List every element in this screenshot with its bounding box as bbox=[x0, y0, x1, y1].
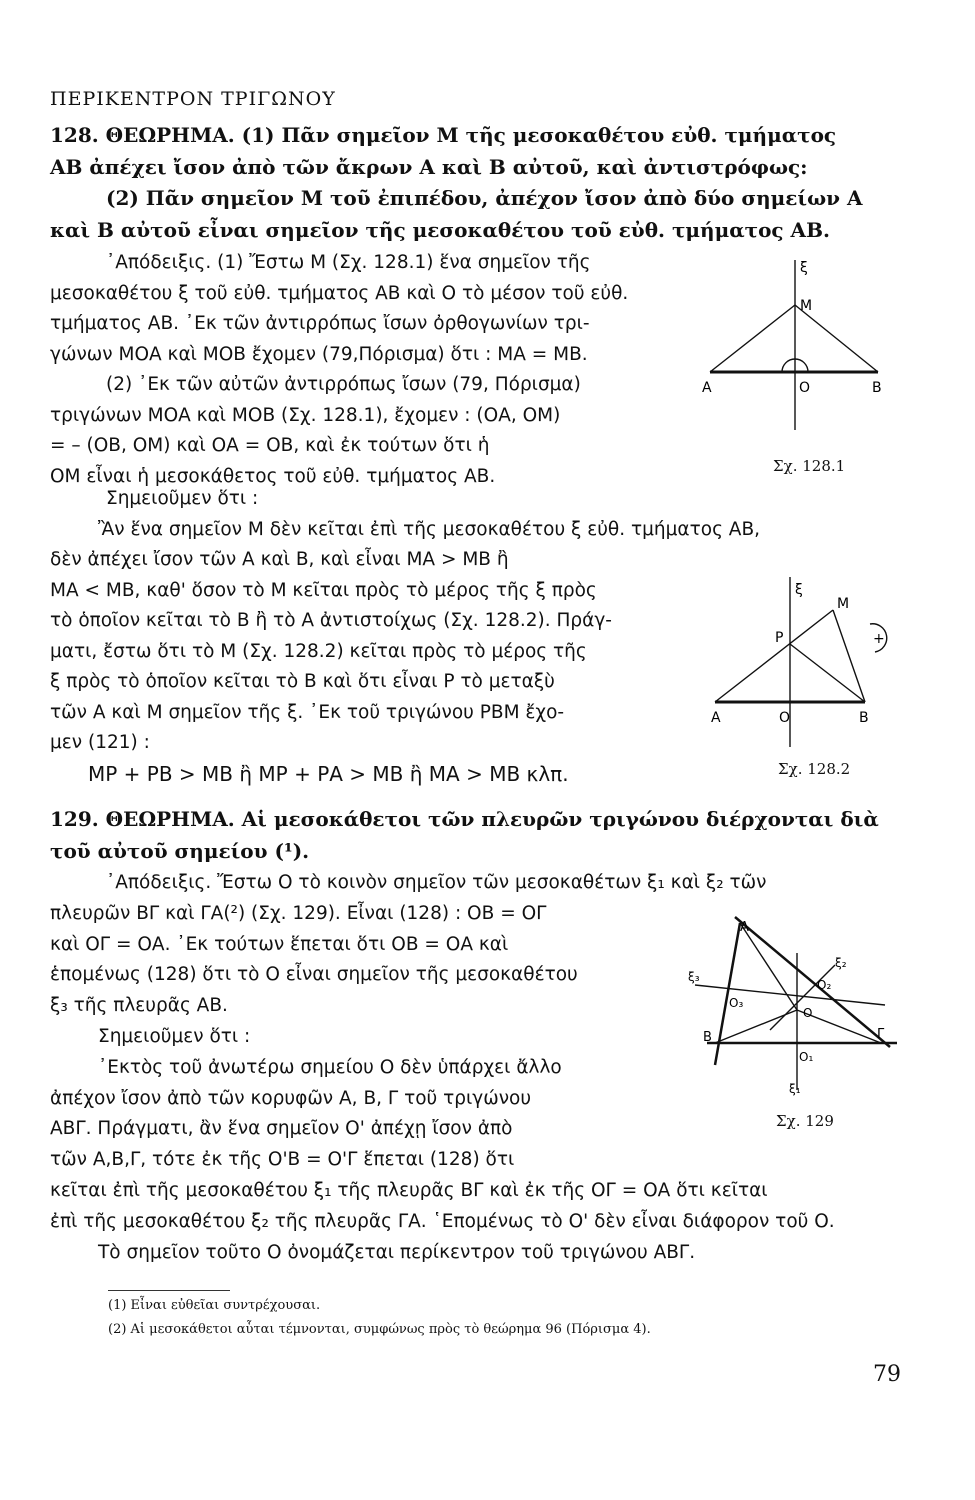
theorem-129 bbox=[50, 804, 879, 867]
proof-line: τῶν Α,Β,Γ, τότε ἐκ τῆς Ο'Β = Ο'Γ ἕπεται (128) ὅτι bbox=[50, 1149, 515, 1171]
note-line: τῶν Α καὶ Μ σημεῖον τῆς ξ. ᾿Εκ τοῦ τριγώνου ΡΒΜ ἔχο- bbox=[50, 701, 565, 723]
label-b: Β bbox=[859, 710, 869, 726]
proof-line: ξ₃ τῆς πλευρᾶς ΑΒ. bbox=[50, 995, 228, 1017]
label-plus: + bbox=[873, 631, 885, 647]
proof-line: ΟΜ εἶναι ἡ μεσοκάθετος τοῦ εὐθ. τμήματος ΑΒ. bbox=[50, 465, 496, 487]
theorem-line: ΑΒ ἀπέχει ἴσον ἀπὸ τῶν ἄκρων Α καὶ Β αὐτοῦ, καὶ ἀντιστρόφως: bbox=[50, 154, 808, 179]
proof-line: = – (ΟΒ, ΟΜ) καὶ ΟΑ = ΟΒ, καὶ ἐκ τούτων ὅτι ἡ bbox=[50, 435, 490, 456]
figure-128-1 bbox=[700, 250, 900, 480]
label-a: Α bbox=[702, 380, 712, 396]
proof-line: Σημειοῦμεν ὅτι : bbox=[98, 1025, 251, 1047]
label-xi: ξ bbox=[800, 260, 808, 276]
radius-oa bbox=[740, 923, 797, 1010]
bisector-xi3 bbox=[695, 985, 885, 1005]
label-g: Γ bbox=[877, 1027, 885, 1042]
label-o2: Ο₂ bbox=[817, 978, 832, 992]
segment-mb bbox=[795, 305, 878, 372]
inequality-line: ΜΡ + ΡΒ > ΜΒ ἢ ΜΡ + ΡΑ > ΜΒ ἢ ΜΑ > ΜΒ κλπ. bbox=[88, 761, 569, 786]
theorem-line: 129. ΘΕΩΡΗΜΑ. Αἱ μεσοκάθετοι τῶν πλευρῶν τριγώνου διέρχονται διὰ bbox=[50, 807, 879, 831]
figure-caption: Σχ. 128.2 bbox=[778, 760, 851, 778]
note-128 bbox=[50, 484, 760, 789]
label-b: Β bbox=[703, 1030, 712, 1045]
label-m: Μ bbox=[837, 596, 850, 612]
theorem-line: καὶ Β αὐτοῦ εἶναι σημεῖον τῆς μεσοκαθέτου τοῦ εὐθ. τμήματος ΑΒ. bbox=[50, 217, 830, 242]
label-o: Ο bbox=[779, 710, 791, 726]
label-o: Ο bbox=[799, 380, 811, 396]
note-line: δὲν ἀπέχει ἴσον τῶν Α καὶ Β, καὶ εἶναι ΜΑ > ΜΒ ἢ bbox=[50, 549, 509, 570]
figure-128-2 bbox=[705, 572, 905, 762]
page-number: 79 bbox=[873, 1362, 901, 1387]
theorem-line: (2) Πᾶν σημεῖον Μ τοῦ ἐπιπέδου, ἀπέχον ἴσον ἀπὸ δύο σημείων Α bbox=[106, 186, 863, 210]
proof-line: μεσοκαθέτου ξ τοῦ εὐθ. τμήματος ΑΒ καὶ Ο τὸ μέσον τοῦ εὐθ. bbox=[50, 282, 629, 304]
segment-pb bbox=[790, 644, 865, 702]
label-m: Μ bbox=[800, 298, 813, 314]
proof-line: ἑπομένως (128) ὅτι τὸ Ο εἶναι σημεῖον τῆς μεσοκαθέτου bbox=[50, 964, 578, 986]
proof-128 bbox=[50, 248, 628, 492]
note-line: ματι, ἔστω ὅτι τὸ Μ (Σχ. 128.2) κεῖται πρὸς τὸ μέρος τῆς bbox=[50, 640, 587, 662]
radius-ob bbox=[715, 1010, 797, 1043]
label-xi3: ξ₃ bbox=[688, 970, 700, 984]
side-ga bbox=[735, 917, 890, 1047]
figure-caption: Σχ. 128.1 bbox=[773, 457, 846, 475]
proof-line: ᾿Απόδειξις. (1) Ἔστω Μ (Σχ. 128.1) ἕνα σημεῖον τῆς bbox=[106, 252, 591, 273]
label-xi2: ξ₂ bbox=[835, 956, 847, 970]
note-line: Ἂν ἕνα σημεῖον Μ δὲν κεῖται ἐπὶ τῆς μεσοκαθέτου ξ εὐθ. τμήματος ΑΒ, bbox=[98, 518, 761, 540]
label-a: Α bbox=[711, 710, 721, 726]
label-xi1: ξ₁ bbox=[789, 1082, 801, 1096]
figure-129 bbox=[685, 905, 910, 1105]
segment-ma bbox=[715, 610, 833, 702]
note-line: ξ πρὸς τὸ ὁποῖον κεῖται τὸ Β καὶ ὅτι εἶναι Ρ τὸ μεταξὺ bbox=[50, 671, 555, 692]
segment-mb bbox=[833, 610, 865, 702]
figure-caption: Σχ. 129 bbox=[776, 1112, 834, 1130]
section-header: ΠΕΡΙΚΕΝΤΡΟΝ ΤΡΙΓΩΝΟΥ bbox=[50, 88, 336, 110]
proof-line: ΑΒΓ. Πράγματι, ἂν ἕνα σημεῖον Ο' ἀπέχῃ ἴσον ἀπὸ bbox=[50, 1118, 513, 1140]
label-o1: Ο₁ bbox=[799, 1050, 814, 1064]
proof-line: πλευρῶν ΒΓ καὶ ΓΑ(²) (Σχ. 129). Εἶναι (128) : ΟΒ = ΟΓ bbox=[50, 902, 547, 924]
proof-line: ἐπὶ τῆς μεσοκαθέτου ξ₂ τῆς πλευρᾶς ΓΑ. ῾Επομένως τὸ Ο' δὲν εἶναι διάφορον τοῦ Ο. bbox=[50, 1210, 835, 1232]
footnote-divider bbox=[108, 1290, 230, 1291]
proof-line: καὶ ΟΓ = ΟΑ. ᾿Εκ τούτων ἕπεται ὅτι ΟΒ = ΟΑ καὶ bbox=[50, 933, 509, 955]
label-xi: ξ bbox=[795, 582, 803, 598]
proof-line: ἀπέχον ἴσον ἀπὸ τῶν κορυφῶν Α, Β, Γ τοῦ τριγώνου bbox=[50, 1087, 532, 1109]
label-p: Ρ bbox=[775, 630, 784, 646]
proof-line: (2) ᾿Εκ τῶν αὐτῶν ἀντιρρόπως ἴσων (79, Πόρισμα) bbox=[106, 374, 581, 395]
proof-line: ᾿Απόδειξις. Ἔστω Ο τὸ κοινὸν σημεῖον τῶν μεσοκαθέτων ξ₁ καὶ ξ₂ τῶν bbox=[106, 872, 767, 893]
label-o3: Ο₃ bbox=[729, 996, 744, 1010]
right-angle-arc bbox=[795, 359, 808, 372]
note-line: Σημειοῦμεν ὅτι : bbox=[106, 488, 259, 509]
note-line: μεν (121) : bbox=[50, 732, 150, 753]
proof-line: Τὸ σημεῖον τοῦτο Ο ὀνομάζεται περίκεντρον τοῦ τριγώνου ΑΒΓ. bbox=[98, 1241, 696, 1263]
note-line: ΜΑ < ΜΒ, καθ' ὅσον τὸ Μ κεῖται πρὸς τὸ μέρος τῆς ξ πρὸς bbox=[50, 579, 597, 601]
label-b: Β bbox=[872, 380, 882, 396]
proof-line: κεῖται ἐπὶ τῆς μεσοκαθέτου ξ₁ τῆς πλευρᾶς ΒΓ καὶ ἐκ τῆς ΟΓ = ΟΑ ὅτι κεῖται bbox=[50, 1179, 768, 1201]
label-o: Ο bbox=[803, 1006, 813, 1020]
footnote: (1) Εἶναι εὐθεῖαι συντρέχουσαι. bbox=[108, 1298, 321, 1313]
theorem-line: τοῦ αὐτοῦ σημείου (¹). bbox=[50, 838, 310, 863]
right-angle-arc bbox=[782, 359, 795, 372]
theorem-128 bbox=[50, 120, 863, 246]
segment-ma bbox=[710, 305, 795, 372]
proof-line: τμήματος ΑΒ. ᾿Εκ τῶν ἀντιρρόπως ἴσων ὀρθογωνίων τρι- bbox=[50, 313, 590, 334]
theorem-line: 128. ΘΕΩΡΗΜΑ. (1) Πᾶν σημεῖον Μ τῆς μεσοκαθέτου εὐθ. τμήματος bbox=[50, 123, 837, 147]
proof-line: τριγώνων ΜΟΑ καὶ ΜΟΒ (Σχ. 128.1), ἔχομεν : (ΟΑ, ΟΜ) bbox=[50, 404, 561, 426]
proof-line: ᾿Εκτὸς τοῦ ἀνωτέρω σημείου Ο δὲν ὑπάρχει ἄλλο bbox=[98, 1056, 562, 1078]
footnote: (2) Αἱ μεσοκάθετοι αὗται τέμνονται, συμφώνως πρὸς τὸ θεώρημα 96 (Πόρισμα 4). bbox=[108, 1322, 651, 1337]
label-a: Α bbox=[740, 920, 749, 935]
note-line: τὸ ὁποῖον κεῖται τὸ Β ἢ τὸ Α ἀντιστοίχως (Σχ. 128.2). Πράγ- bbox=[50, 610, 612, 631]
proof-line: γώνων ΜΟΑ καὶ ΜΟΒ ἔχομεν (79,Πόρισμα) ὅτι : ΜΑ = ΜΒ. bbox=[50, 343, 588, 365]
